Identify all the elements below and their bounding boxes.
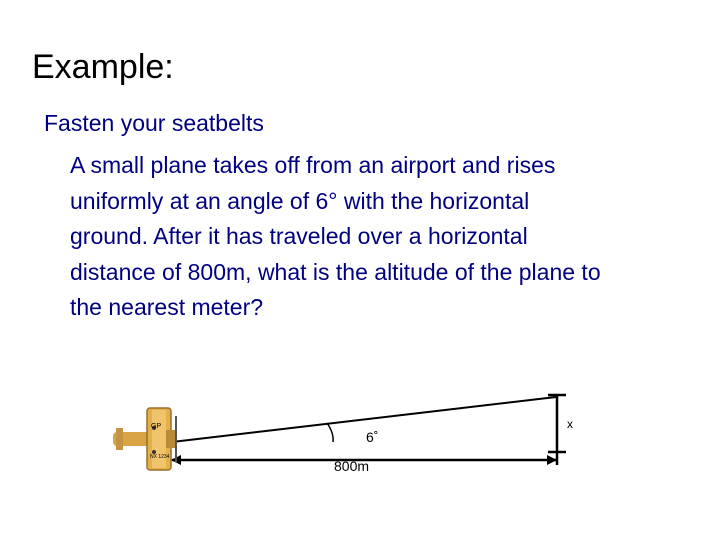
altitude-label: x (567, 417, 573, 431)
plane-marking-code: GP (151, 423, 162, 430)
problem-line: uniformly at an angle of 6° with the horizontal (70, 187, 530, 214)
problem-line: A small plane takes off from an airport and rises (70, 152, 556, 178)
distance-label: 800m (334, 458, 370, 474)
angle-arc (327, 423, 333, 442)
problem-line: the nearest meter? (70, 294, 264, 320)
plane-marking-number: NX 1234 (150, 454, 170, 460)
problem-subtitle: Fasten your seatbelts (44, 110, 264, 136)
problem-line: distance of 800m, what is the altitude of the plane to (70, 258, 601, 285)
problem-line: ground. After it has traveled over a horizontal (70, 223, 528, 249)
angle-label: 6˚ (366, 429, 379, 445)
airplane-icon (113, 408, 176, 470)
slide-title: Example: (32, 48, 174, 86)
flight-path-line (172, 397, 556, 442)
